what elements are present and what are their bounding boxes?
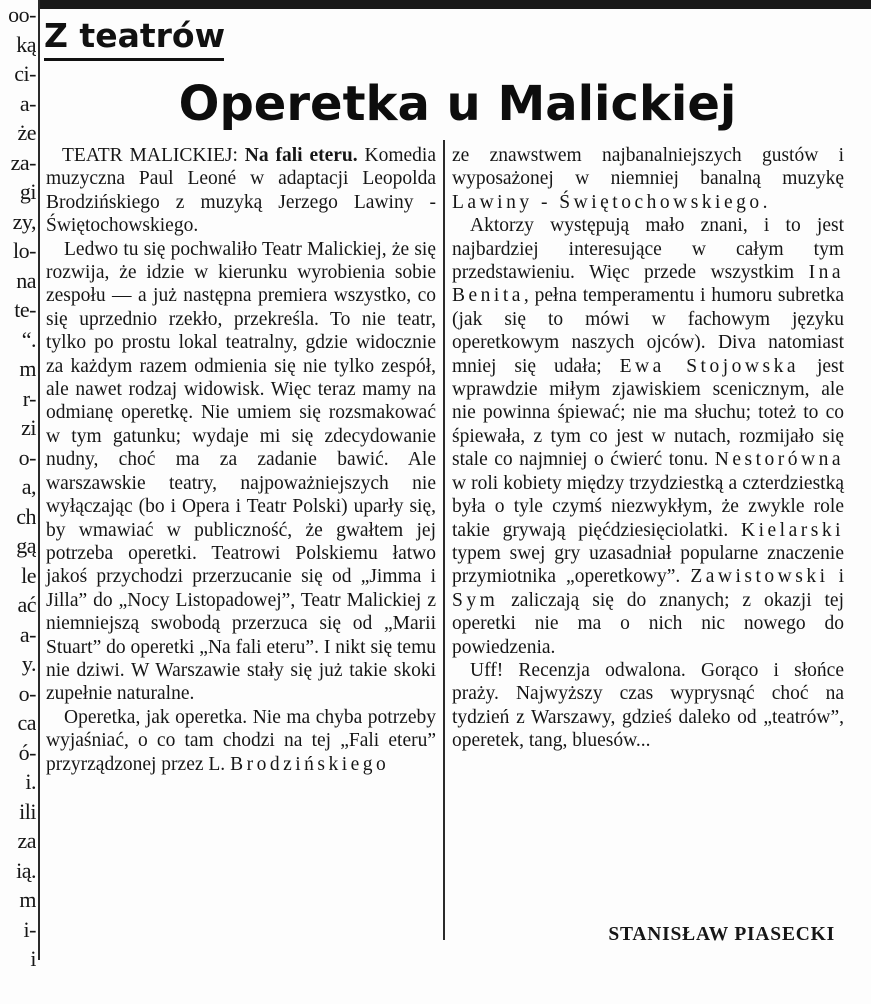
fragment-line: te- — [14, 297, 36, 322]
lead-credits: Komedia muzyczna Paul Leoné w adaptacji Leopolda Brodzińskiego z muzyką Jerzego Lawiny - Świętochowskiego. — [46, 145, 436, 237]
top-rule — [40, 0, 871, 9]
fragment-line: ili — [19, 798, 36, 824]
article-paragraph: Ledwo tu się pochwaliło Teatr Malickiej, że się rozwija, że idzie w kierunku wyrobienia sobie zespołu — a już następna premiera wszystko, co się uprzednio rzekło, przekreśla. To nie teatr, tylko po prostu lokal teatralny, gdzie widocznie za każdym razem odmienia się nie tylko zespół, ale nawet rodzaj widowisk. Więc teraz mamy na odmianę operetkę. Nie umiem się rozsmakować w tym gatunku; wydaje mi się zdecydowanie nudny, choć ma za zadanie bawić. Ale warszawskie teatry, najpoważniejszych nie wyłączając (bo i Opera i Teatr Polski) uparły się, by wmawiać w publiczność, że gwałtem jej potrzeba operetki. Teatrowi Polskiemu łatwo jakoś przychodzi przerzucanie się od „Jimma i Jilla” do „Nocy Listopadowej”, Teatr Malickiej z niemniejszą swobodą przerzuca się od „Marii Stuart” do operetki „Na fali eteru”. I nikt się temu nie dziwi. W Warszawie stały się już takie skoki zupełnie naturalne. — [46, 238, 436, 705]
fragment-line: i. — [25, 769, 36, 794]
person-name: Zawistowski — [690, 566, 829, 588]
fragment-line: a, — [21, 474, 36, 499]
fragment-line: o- — [18, 680, 36, 706]
fragment-line: y. — [21, 651, 36, 676]
person-name: Nestorówna — [714, 449, 845, 471]
fragment-line: m — [19, 356, 36, 381]
fragment-line: ó- — [18, 739, 36, 765]
article-paragraph: Operetka, jak operetka. Nie ma chyba potrzeby wyjaśniać, o co tam chodzi na tej „Fali eteru” przyrządzonej przez L. Brodzińskiego — [46, 706, 436, 775]
article-paragraph: Aktorzy występują mało znani, i to jest najbardziej interesujące w całym tym przedstawieniu. Więc przede wszystkim Ina Benita, pełna temperamentu i humoru subretka (jak się to mówi w fachowym języku operetkowym naszych ojców). Diva natomiast mniej się udała; Ewa Stojowska jest wprawdzie miłym zjawiskiem scenicznym, ale nie powinna śpiewać; nie ma słuchu; toteż to co śpiewała, z tym co jest w nutach, rozmijało się stale co najmniej o ćwierć tonu. Nestorówna w roli kobiety między trzydziestką a czterdziestką była o tyle czymś niezwykłym, że zwykle role takie grywają pięćdziesięciolatki. Kielarski typem swej gry uzasadniał popularne znaczenie przymiotnika „operetkowy”. Zawistowski i Sym zaliczają się do znanych; z okazji tej operetki nie ma o nich nic nowego do powiedzenia. — [452, 215, 845, 658]
fragment-line: le — [21, 562, 36, 588]
article-paragraph: Uff! Recenzja odwalona. Gorąco i słońce praży. Najwyższy czas wyprysnąć choć na tydzień z Warszawy, gdzieś daleko od „teatrów”, operetek, tang, bluesów... — [452, 659, 844, 752]
lead-play-title: Na fali eteru. — [244, 145, 358, 166]
fragment-line: ci- — [14, 61, 36, 86]
column-rule-left — [38, 0, 40, 960]
fragment-line: oo- — [8, 2, 36, 27]
fragment-line: na — [16, 267, 36, 293]
column-rule-middle — [443, 140, 445, 940]
author-signature: STANISŁAW PIASECKI — [608, 924, 835, 945]
fragment-line: r- — [22, 385, 36, 411]
fragment-line: lo- — [13, 238, 36, 263]
fragment-line: ca — [17, 710, 36, 735]
fragment-line: “. — [21, 326, 36, 352]
fragment-line: i — [30, 946, 36, 971]
fragment-line: za — [17, 828, 36, 853]
lead-theatre: TEATR MALICKIEJ: — [62, 145, 238, 166]
fragment-line: że — [17, 120, 36, 145]
article-column-2 — [452, 144, 844, 753]
section-heading: Z teatrów — [44, 16, 226, 55]
fragment-line: ką — [16, 31, 36, 57]
fragment-line: ać — [17, 592, 36, 617]
fragment-line: o- — [18, 444, 36, 470]
fragment-line: za- — [10, 149, 36, 175]
fragment-line: gi — [19, 179, 36, 204]
person-name: Lawiny - Świętochowskiego — [452, 191, 763, 213]
fragment-line: i- — [23, 916, 36, 942]
fragment-line: zy, — [12, 208, 36, 234]
fragment-line: gą — [16, 533, 36, 558]
fragment-line: m — [19, 887, 36, 912]
article-lead — [46, 144, 436, 238]
person-name: Ewa Stojowska — [619, 355, 799, 377]
person-name: Ina Benita — [452, 262, 844, 307]
fragment-line: ią. — [16, 857, 36, 883]
article-paragraph-continued: ze znawstwem najbanalniejszych gustów i wyposażonej w niemniej banalną muzykę Lawiny - Świętochowskiego. — [452, 145, 844, 213]
article-column-1 — [46, 144, 436, 776]
section-heading-underline — [44, 58, 224, 61]
fragment-line: ch — [16, 503, 36, 529]
person-name: Sym — [452, 589, 499, 611]
fragment-line: a- — [19, 621, 36, 647]
adjacent-column-fragment — [0, 0, 36, 974]
person-name: Kielarski — [741, 519, 844, 541]
fragment-line: zi — [21, 415, 36, 440]
article-headline: Operetka u Malickiej — [178, 76, 737, 132]
fragment-line: a- — [19, 90, 36, 116]
person-name: Brodzińskiego — [230, 753, 390, 775]
